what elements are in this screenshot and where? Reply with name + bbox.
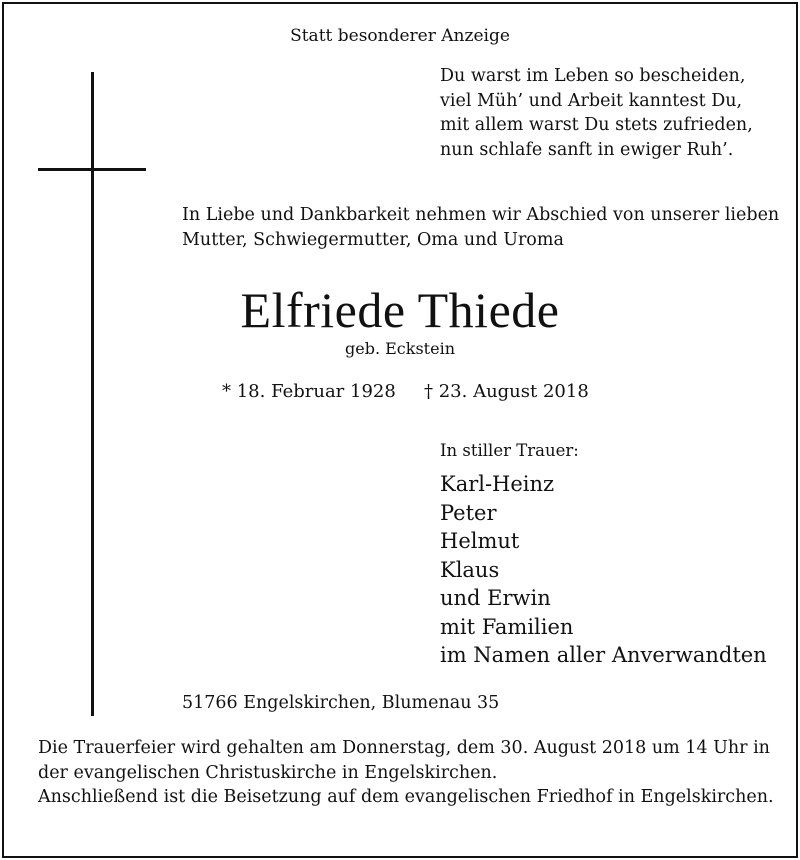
mourner-name: Klaus <box>440 557 500 582</box>
service-line: Anschließend ist die Beisetzung auf dem evangelischen Friedhof in Engelskirchen. <box>38 787 774 807</box>
mourner-name: und Erwin <box>440 586 551 610</box>
poem-line: Du warst im Leben so bescheiden, <box>440 66 746 86</box>
maiden-name: geb. Eckstein <box>345 339 455 358</box>
death-date: † 23. August 2018 <box>424 381 589 402</box>
service-line: der evangelischen Christuskirche in Engelskirchen. <box>38 762 498 783</box>
mourner-name: mit Familien <box>440 614 574 639</box>
poem-line: viel Müh’ und Arbeit kanntest Du, <box>440 90 743 111</box>
mourner-name: im Namen aller Anverwandten <box>440 643 767 667</box>
poem-line: mit allem warst Du stets zufrieden, <box>440 115 753 135</box>
intro-line: Mutter, Schwiegermutter, Oma und Uroma <box>182 229 564 250</box>
mourner-list <box>440 470 767 670</box>
service-details <box>38 736 774 810</box>
poem <box>440 64 753 162</box>
cross-horizontal-bar <box>38 168 146 171</box>
intro-line: In Liebe und Dankbarkeit nehmen wir Abschied von unserer lieben <box>182 205 780 225</box>
deceased-name: Elfriede Thiede <box>240 282 560 338</box>
mourner-name: Helmut <box>440 529 520 553</box>
mourning-label: In stiller Trauer: <box>440 441 579 460</box>
service-line: Die Trauerfeier wird gehalten am Donnerstag, dem 30. August 2018 um 14 Uhr in <box>38 738 770 758</box>
poem-line: nun schlafe sanft in ewiger Ruh’. <box>440 139 734 160</box>
intro-text <box>182 203 779 252</box>
notice-header: Statt besonderer Anzeige <box>290 26 510 46</box>
birth-date: * 18. Februar 1928 <box>222 381 396 402</box>
family-address: 51766 Engelskirchen, Blumenau 35 <box>182 693 500 713</box>
mourner-name: Karl-Heinz <box>440 472 555 496</box>
mourner-name: Peter <box>440 500 497 525</box>
